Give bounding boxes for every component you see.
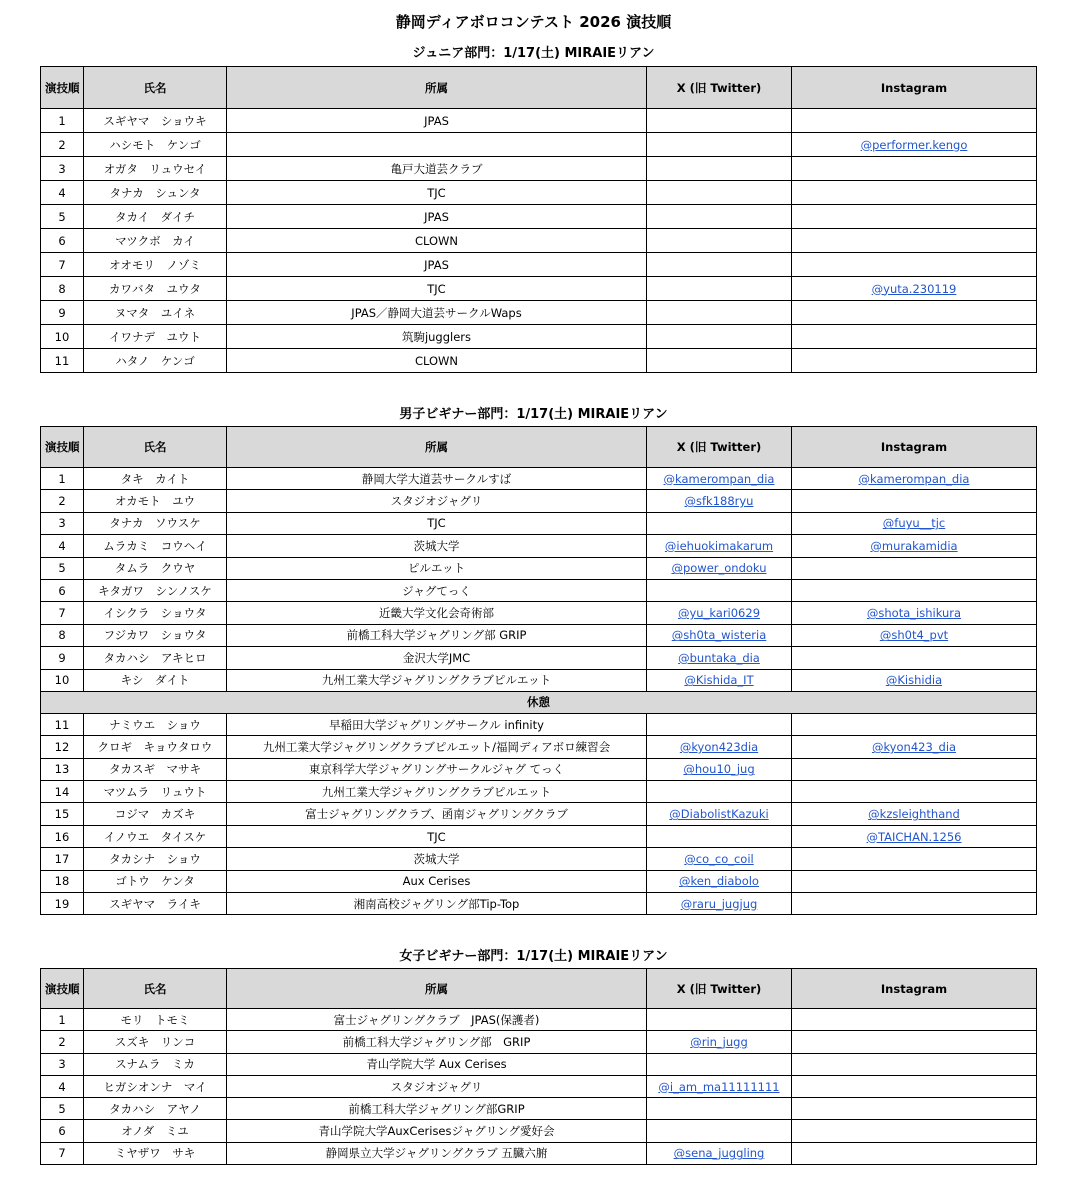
cell-x-handle bbox=[647, 1053, 792, 1075]
cell-x-handle bbox=[647, 647, 792, 669]
cell-name: スギヤマ ショウキ bbox=[84, 109, 227, 133]
cell-affiliation: JPAS bbox=[227, 109, 647, 133]
cell-instagram-handle bbox=[792, 109, 1037, 133]
header-x: X (旧 Twitter) bbox=[647, 969, 792, 1009]
men-section-title: 男子ビギナー部門：1/17(土) MIRAIEリアン bbox=[399, 407, 668, 422]
cell-x-handle bbox=[647, 602, 792, 624]
cell-order: 3 bbox=[41, 157, 84, 181]
cell-name: ヒガシオンナ マイ bbox=[84, 1075, 227, 1097]
cell-affiliation: 九州工業大学ジャグリングクラブピルエット/福岡ディアボロ練習会 bbox=[227, 736, 647, 758]
table-row bbox=[41, 870, 1037, 892]
x-link[interactable]: @yu_kari0629 bbox=[677, 606, 761, 621]
cell-affiliation: スタジオジャグリ bbox=[227, 490, 647, 512]
cell-name: フジカワ ショウタ bbox=[84, 624, 227, 646]
x-link[interactable]: @sena_juggling bbox=[673, 1146, 765, 1161]
men-table bbox=[40, 426, 1037, 915]
x-link[interactable]: @i_am_ma11111111 bbox=[658, 1079, 780, 1094]
cell-x-handle bbox=[647, 325, 792, 349]
cell-order: 7 bbox=[41, 1142, 84, 1164]
cell-name: ゴトウ ケンタ bbox=[84, 870, 227, 892]
cell-affiliation: 茨城大学 bbox=[227, 535, 647, 557]
table-row bbox=[41, 253, 1037, 277]
cell-affiliation: 九州工業大学ジャグリングクラブピルエット bbox=[227, 781, 647, 803]
table-row bbox=[41, 181, 1037, 205]
cell-instagram-handle bbox=[792, 557, 1037, 579]
table-row bbox=[41, 848, 1037, 870]
cell-affiliation: 東京科学大学ジャグリングサークルジャグ てっく bbox=[227, 758, 647, 780]
cell-x-handle bbox=[647, 205, 792, 229]
cell-affiliation bbox=[227, 133, 647, 157]
x-link[interactable]: @co_co_coil bbox=[684, 851, 754, 866]
cell-order: 12 bbox=[41, 736, 84, 758]
x-link[interactable]: @Kishida_IT bbox=[684, 673, 754, 688]
table-row bbox=[41, 229, 1037, 253]
cell-instagram-handle bbox=[792, 647, 1037, 669]
table-row bbox=[41, 133, 1037, 157]
cell-name: スギヤマ ライキ bbox=[84, 893, 227, 915]
cell-name: スナムラ ミカ bbox=[84, 1053, 227, 1075]
table-row bbox=[41, 109, 1037, 133]
table-row bbox=[41, 1142, 1037, 1164]
cell-affiliation: TJC bbox=[227, 825, 647, 847]
header-x: X (旧 Twitter) bbox=[647, 427, 792, 468]
table-row bbox=[41, 1075, 1037, 1097]
table-row bbox=[41, 803, 1037, 825]
cell-order: 4 bbox=[41, 181, 84, 205]
cell-x-handle bbox=[647, 803, 792, 825]
header-name: 氏名 bbox=[84, 427, 227, 468]
cell-order: 3 bbox=[41, 512, 84, 534]
junior-table bbox=[40, 66, 1037, 373]
cell-x-handle bbox=[647, 1075, 792, 1097]
instagram-link[interactable]: @Kishidia bbox=[885, 673, 943, 688]
cell-affiliation: 筑駒jugglers bbox=[227, 325, 647, 349]
cell-instagram-handle bbox=[792, 468, 1037, 490]
cell-name: タナカ シュンタ bbox=[84, 181, 227, 205]
page-title: 静岡ディアボロコンテスト 2026 演技順 bbox=[395, 13, 672, 31]
table-row bbox=[41, 624, 1037, 646]
cell-name: オノダ ミユ bbox=[84, 1120, 227, 1142]
cell-instagram-handle bbox=[792, 253, 1037, 277]
cell-affiliation: 茨城大学 bbox=[227, 848, 647, 870]
table-row bbox=[41, 758, 1037, 780]
cell-x-handle bbox=[647, 301, 792, 325]
cell-x-handle bbox=[647, 349, 792, 373]
table-row bbox=[41, 713, 1037, 735]
cell-x-handle bbox=[647, 557, 792, 579]
cell-order: 15 bbox=[41, 803, 84, 825]
table-row bbox=[41, 1031, 1037, 1053]
table-row bbox=[41, 157, 1037, 181]
x-link[interactable]: @kyon423dia bbox=[679, 739, 759, 754]
table-row bbox=[41, 1053, 1037, 1075]
cell-x-handle bbox=[647, 669, 792, 691]
cell-instagram-handle bbox=[792, 157, 1037, 181]
women-table bbox=[40, 968, 1037, 1165]
cell-instagram-handle bbox=[792, 229, 1037, 253]
cell-order: 7 bbox=[41, 602, 84, 624]
women-section-title: 女子ビギナー部門：1/17(土) MIRAIEリアン bbox=[399, 949, 668, 964]
cell-affiliation: JPAS bbox=[227, 253, 647, 277]
cell-affiliation: 青山学院大学 Aux Cerises bbox=[227, 1053, 647, 1075]
cell-order: 2 bbox=[41, 490, 84, 512]
cell-instagram-handle bbox=[792, 870, 1037, 892]
cell-name: イシクラ ショウタ bbox=[84, 602, 227, 624]
cell-instagram-handle bbox=[792, 1120, 1037, 1142]
cell-order: 7 bbox=[41, 253, 84, 277]
cell-affiliation: JPAS bbox=[227, 205, 647, 229]
cell-instagram-handle bbox=[792, 825, 1037, 847]
cell-order: 2 bbox=[41, 1031, 84, 1053]
cell-instagram-handle bbox=[792, 349, 1037, 373]
cell-instagram-handle bbox=[792, 535, 1037, 557]
cell-x-handle bbox=[647, 758, 792, 780]
cell-x-handle bbox=[647, 1120, 792, 1142]
cell-instagram-handle bbox=[792, 1075, 1037, 1097]
cell-order: 1 bbox=[41, 1009, 84, 1031]
header-order: 演技順 bbox=[41, 427, 84, 468]
instagram-link[interactable]: @shota_ishikura bbox=[866, 606, 962, 621]
cell-affiliation: CLOWN bbox=[227, 229, 647, 253]
cell-order: 5 bbox=[41, 557, 84, 579]
header-affiliation: 所属 bbox=[227, 67, 647, 109]
cell-x-handle bbox=[647, 490, 792, 512]
cell-order: 2 bbox=[41, 133, 84, 157]
x-link[interactable]: @rin_jugg bbox=[690, 1034, 748, 1049]
cell-instagram-handle bbox=[792, 579, 1037, 601]
cell-affiliation: ジャグてっく bbox=[227, 579, 647, 601]
cell-order: 17 bbox=[41, 848, 84, 870]
cell-x-handle bbox=[647, 713, 792, 735]
cell-order: 9 bbox=[41, 301, 84, 325]
x-link[interactable]: @ken_diabolo bbox=[679, 874, 759, 889]
table-row bbox=[41, 736, 1037, 758]
instagram-link[interactable]: @murakamidia bbox=[870, 538, 958, 553]
cell-instagram-handle bbox=[792, 301, 1037, 325]
cell-instagram-handle bbox=[792, 602, 1037, 624]
cell-name: オオモリ ノゾミ bbox=[84, 253, 227, 277]
cell-affiliation: 近畿大学文化会奇術部 bbox=[227, 602, 647, 624]
x-link[interactable]: @sfk188ryu bbox=[684, 494, 754, 509]
cell-name: タカハシ アヤノ bbox=[84, 1098, 227, 1120]
cell-affiliation: ピルエット bbox=[227, 557, 647, 579]
header-name: 氏名 bbox=[84, 969, 227, 1009]
cell-order: 8 bbox=[41, 277, 84, 301]
cell-instagram-handle bbox=[792, 512, 1037, 534]
cell-affiliation: 富士ジャグリングクラブ JPAS(保護者) bbox=[227, 1009, 647, 1031]
table-row bbox=[41, 669, 1037, 691]
header-order: 演技順 bbox=[41, 969, 84, 1009]
cell-affiliation: 湘南高校ジャグリング部Tip-Top bbox=[227, 893, 647, 915]
cell-x-handle bbox=[647, 624, 792, 646]
header-instagram: Instagram bbox=[792, 67, 1037, 109]
cell-name: タナカ ソウスケ bbox=[84, 512, 227, 534]
cell-name: スズキ リンコ bbox=[84, 1031, 227, 1053]
table-row bbox=[41, 1098, 1037, 1120]
cell-order: 4 bbox=[41, 1075, 84, 1097]
cell-order: 13 bbox=[41, 758, 84, 780]
table-row bbox=[41, 325, 1037, 349]
header-instagram: Instagram bbox=[792, 969, 1037, 1009]
table-row bbox=[41, 893, 1037, 915]
instagram-link[interactable]: @TAICHAN.1256 bbox=[866, 829, 962, 844]
cell-order: 8 bbox=[41, 624, 84, 646]
cell-x-handle bbox=[647, 229, 792, 253]
cell-x-handle bbox=[647, 277, 792, 301]
cell-order: 19 bbox=[41, 893, 84, 915]
cell-instagram-handle bbox=[792, 205, 1037, 229]
cell-name: ハタノ ケンゴ bbox=[84, 349, 227, 373]
header-affiliation: 所属 bbox=[227, 427, 647, 468]
x-link[interactable]: @power_ondoku bbox=[671, 561, 767, 576]
cell-name: コジマ カズキ bbox=[84, 803, 227, 825]
cell-affiliation: 青山学院大学AuxCerisesジャグリング愛好会 bbox=[227, 1120, 647, 1142]
table-row bbox=[41, 781, 1037, 803]
cell-x-handle bbox=[647, 1031, 792, 1053]
cell-x-handle bbox=[647, 781, 792, 803]
instagram-link[interactable]: @performer.kengo bbox=[860, 137, 968, 152]
cell-name: ハシモト ケンゴ bbox=[84, 133, 227, 157]
cell-x-handle bbox=[647, 848, 792, 870]
cell-affiliation: スタジオジャグリ bbox=[227, 1075, 647, 1097]
table-row bbox=[41, 602, 1037, 624]
cell-name: オガタ リュウセイ bbox=[84, 157, 227, 181]
cell-name: モリ トモミ bbox=[84, 1009, 227, 1031]
cell-instagram-handle bbox=[792, 181, 1037, 205]
table-row bbox=[41, 825, 1037, 847]
cell-affiliation: CLOWN bbox=[227, 349, 647, 373]
table-row bbox=[41, 557, 1037, 579]
table-row bbox=[41, 301, 1037, 325]
cell-name: タカイ ダイチ bbox=[84, 205, 227, 229]
cell-x-handle bbox=[647, 825, 792, 847]
break-label: 休憩 bbox=[41, 691, 1037, 713]
cell-name: ムラカミ コウヘイ bbox=[84, 535, 227, 557]
table-row bbox=[41, 647, 1037, 669]
cell-order: 5 bbox=[41, 1098, 84, 1120]
cell-order: 6 bbox=[41, 579, 84, 601]
cell-affiliation: TJC bbox=[227, 512, 647, 534]
table-row bbox=[41, 1009, 1037, 1031]
cell-instagram-handle bbox=[792, 325, 1037, 349]
junior-section-title: ジュニア部門：1/17(土) MIRAIEリアン bbox=[412, 46, 655, 61]
cell-instagram-handle bbox=[792, 133, 1037, 157]
cell-order: 18 bbox=[41, 870, 84, 892]
cell-instagram-handle bbox=[792, 781, 1037, 803]
cell-name: イワナデ ユウト bbox=[84, 325, 227, 349]
cell-x-handle bbox=[647, 181, 792, 205]
cell-x-handle bbox=[647, 1009, 792, 1031]
cell-name: ミヤザワ サキ bbox=[84, 1142, 227, 1164]
cell-name: タカスギ マサキ bbox=[84, 758, 227, 780]
cell-affiliation: Aux Cerises bbox=[227, 870, 647, 892]
cell-affiliation: 亀戸大道芸クラブ bbox=[227, 157, 647, 181]
cell-instagram-handle bbox=[792, 1009, 1037, 1031]
cell-x-handle bbox=[647, 1142, 792, 1164]
cell-x-handle bbox=[647, 109, 792, 133]
cell-affiliation: TJC bbox=[227, 181, 647, 205]
cell-name: キタガワ シンノスケ bbox=[84, 579, 227, 601]
instagram-link[interactable]: @kyon423_dia bbox=[871, 739, 957, 754]
header-name: 氏名 bbox=[84, 67, 227, 109]
cell-instagram-handle bbox=[792, 848, 1037, 870]
cell-affiliation: 静岡県立大学ジャグリングクラブ 五臓六腑 bbox=[227, 1142, 647, 1164]
cell-instagram-handle bbox=[792, 893, 1037, 915]
cell-order: 1 bbox=[41, 109, 84, 133]
cell-name: クロギ キョウタロウ bbox=[84, 736, 227, 758]
cell-x-handle bbox=[647, 870, 792, 892]
cell-name: タカハシ アキヒロ bbox=[84, 647, 227, 669]
x-link[interactable]: @hou10_jug bbox=[683, 762, 755, 777]
cell-x-handle bbox=[647, 1098, 792, 1120]
table-row bbox=[41, 1120, 1037, 1142]
cell-instagram-handle bbox=[792, 758, 1037, 780]
table-row bbox=[41, 468, 1037, 490]
cell-instagram-handle bbox=[792, 1053, 1037, 1075]
x-link[interactable]: @sh0ta_wisteria bbox=[671, 628, 767, 643]
x-link[interactable]: @raru_jugjug bbox=[680, 896, 758, 911]
cell-affiliation: 前橋工科大学ジャグリング部 GRIP bbox=[227, 624, 647, 646]
cell-instagram-handle bbox=[792, 669, 1037, 691]
instagram-link[interactable]: @sh0t4_pvt bbox=[879, 628, 949, 643]
cell-order: 4 bbox=[41, 535, 84, 557]
cell-instagram-handle bbox=[792, 490, 1037, 512]
cell-x-handle bbox=[647, 468, 792, 490]
cell-name: タムラ クウヤ bbox=[84, 557, 227, 579]
cell-order: 14 bbox=[41, 781, 84, 803]
header-order: 演技順 bbox=[41, 67, 84, 109]
table-row bbox=[41, 349, 1037, 373]
cell-x-handle bbox=[647, 157, 792, 181]
instagram-link[interactable]: @fuyu__tjc bbox=[882, 516, 946, 531]
cell-order: 3 bbox=[41, 1053, 84, 1075]
cell-order: 10 bbox=[41, 669, 84, 691]
cell-name: カワバタ ユウタ bbox=[84, 277, 227, 301]
cell-order: 11 bbox=[41, 349, 84, 373]
cell-affiliation: 前橋工科大学ジャグリング部GRIP bbox=[227, 1098, 647, 1120]
instagram-link[interactable]: @kamerompan_dia bbox=[858, 471, 970, 486]
cell-instagram-handle bbox=[792, 713, 1037, 735]
x-link[interactable]: @kamerompan_dia bbox=[663, 471, 775, 486]
cell-x-handle bbox=[647, 736, 792, 758]
cell-instagram-handle bbox=[792, 803, 1037, 825]
cell-x-handle bbox=[647, 253, 792, 277]
cell-instagram-handle bbox=[792, 624, 1037, 646]
x-link[interactable]: @buntaka_dia bbox=[678, 650, 760, 665]
cell-name: マツクボ カイ bbox=[84, 229, 227, 253]
cell-affiliation: 富士ジャグリングクラブ、函南ジャグリングクラブ bbox=[227, 803, 647, 825]
cell-name: ヌマタ ユイネ bbox=[84, 301, 227, 325]
cell-order: 1 bbox=[41, 468, 84, 490]
cell-instagram-handle bbox=[792, 1142, 1037, 1164]
cell-x-handle bbox=[647, 133, 792, 157]
cell-order: 16 bbox=[41, 825, 84, 847]
cell-instagram-handle bbox=[792, 1031, 1037, 1053]
table-row bbox=[41, 512, 1037, 534]
cell-affiliation: JPAS／静岡大道芸サークルWaps bbox=[227, 301, 647, 325]
cell-order: 11 bbox=[41, 713, 84, 735]
cell-x-handle bbox=[647, 535, 792, 557]
instagram-link[interactable]: @kzsleighthand bbox=[868, 807, 960, 822]
cell-order: 5 bbox=[41, 205, 84, 229]
cell-affiliation: 金沢大学JMC bbox=[227, 647, 647, 669]
cell-name: タカシナ ショウ bbox=[84, 848, 227, 870]
cell-name: ナミウエ ショウ bbox=[84, 713, 227, 735]
cell-affiliation: 前橋工科大学ジャグリング部 GRIP bbox=[227, 1031, 647, 1053]
cell-order: 6 bbox=[41, 229, 84, 253]
table-row bbox=[41, 205, 1037, 229]
cell-order: 10 bbox=[41, 325, 84, 349]
instagram-link[interactable]: @yuta.230119 bbox=[871, 281, 957, 296]
cell-x-handle bbox=[647, 579, 792, 601]
cell-name: イノウエ タイスケ bbox=[84, 825, 227, 847]
header-instagram: Instagram bbox=[792, 427, 1037, 468]
cell-affiliation: 早稲田大学ジャグリングサークル infinity bbox=[227, 713, 647, 735]
cell-affiliation: TJC bbox=[227, 277, 647, 301]
cell-order: 6 bbox=[41, 1120, 84, 1142]
cell-affiliation: 静岡大学大道芸サークルすば bbox=[227, 468, 647, 490]
cell-order: 9 bbox=[41, 647, 84, 669]
table-row bbox=[41, 490, 1037, 512]
x-link[interactable]: @iehuokimakarum bbox=[664, 538, 774, 553]
table-row bbox=[41, 277, 1037, 301]
cell-name: キシ ダイト bbox=[84, 669, 227, 691]
header-affiliation: 所属 bbox=[227, 969, 647, 1009]
x-link[interactable]: @DiabolistKazuki bbox=[669, 807, 769, 822]
cell-instagram-handle bbox=[792, 1098, 1037, 1120]
break-row bbox=[41, 691, 1037, 713]
cell-x-handle bbox=[647, 512, 792, 534]
cell-name: タキ カイト bbox=[84, 468, 227, 490]
cell-affiliation: 九州工業大学ジャグリングクラブピルエット bbox=[227, 669, 647, 691]
table-row bbox=[41, 535, 1037, 557]
cell-name: マツムラ リュウト bbox=[84, 781, 227, 803]
cell-instagram-handle bbox=[792, 736, 1037, 758]
table-row bbox=[41, 579, 1037, 601]
cell-x-handle bbox=[647, 893, 792, 915]
cell-name: オカモト ユウ bbox=[84, 490, 227, 512]
cell-instagram-handle bbox=[792, 277, 1037, 301]
header-x: X (旧 Twitter) bbox=[647, 67, 792, 109]
